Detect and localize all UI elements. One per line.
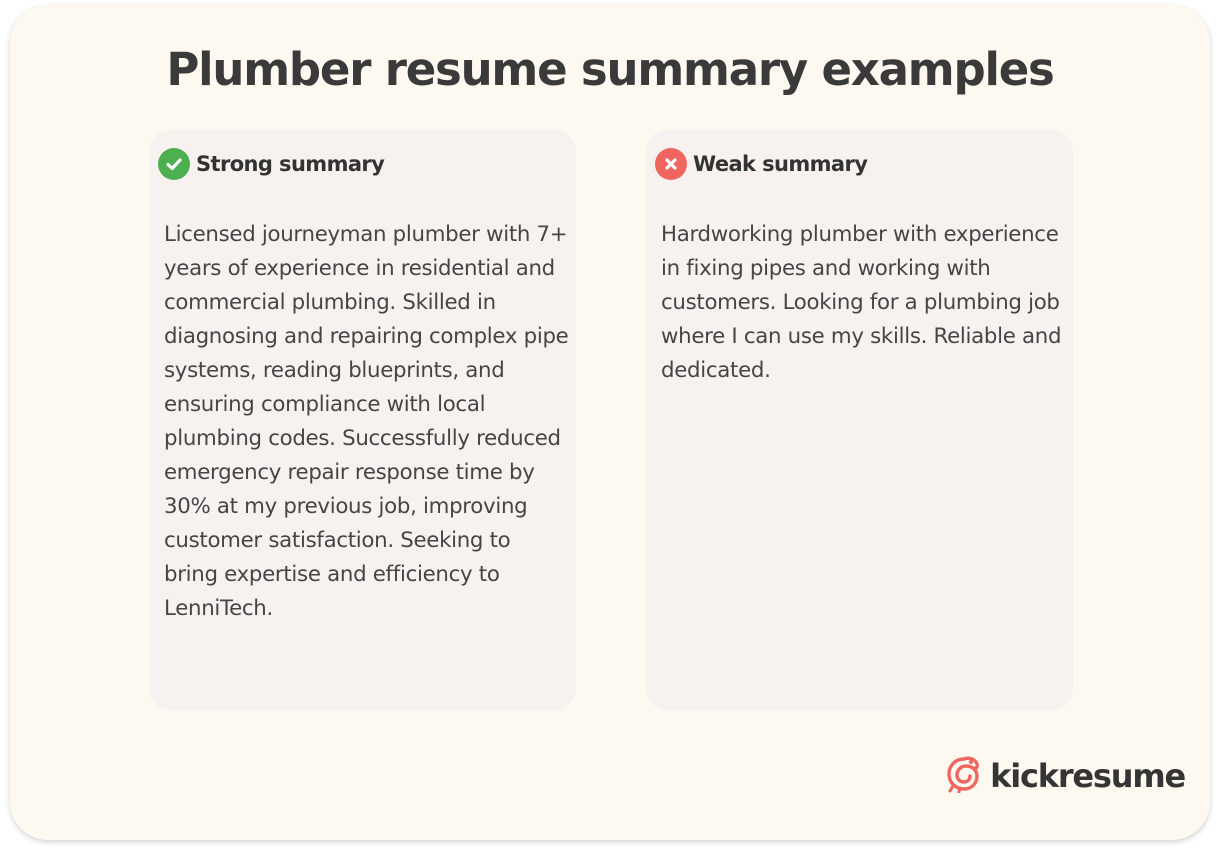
strong-summary-header: [158, 148, 384, 180]
brand-name: kickresume: [990, 756, 1185, 795]
x-circle-icon: [655, 148, 687, 180]
chameleon-logo-icon: [944, 753, 982, 798]
weak-summary-label: Weak summary: [693, 152, 868, 176]
strong-summary-panel: [149, 130, 576, 710]
weak-summary-header: [655, 148, 867, 180]
check-circle-icon: [158, 148, 190, 180]
summary-card: [10, 5, 1210, 840]
brand-logo: [944, 753, 1185, 798]
weak-summary-text: Hardworking plumber with experience in fixing pipes and working with customers. Looking for a plumbing job where I can use my skills. Reliable and dedicated.: [661, 222, 1062, 383]
strong-summary-text: Licensed journeyman plumber with 7+ years of experience in residential and commercial plumbing. Skilled in diagnosing and repairing complex pipe systems, reading blueprints, and ensuring compliance with local plumbing codes. Successfully reduced emergency repair response time by 30% at my previous job, improving customer satisfaction. Seeking to bring expertise and efficiency to LenniTech.: [164, 222, 569, 621]
strong-summary-label: Strong summary: [196, 152, 385, 176]
weak-summary-panel: [646, 130, 1073, 710]
page-title: Plumber resume summary examples: [166, 43, 1054, 96]
